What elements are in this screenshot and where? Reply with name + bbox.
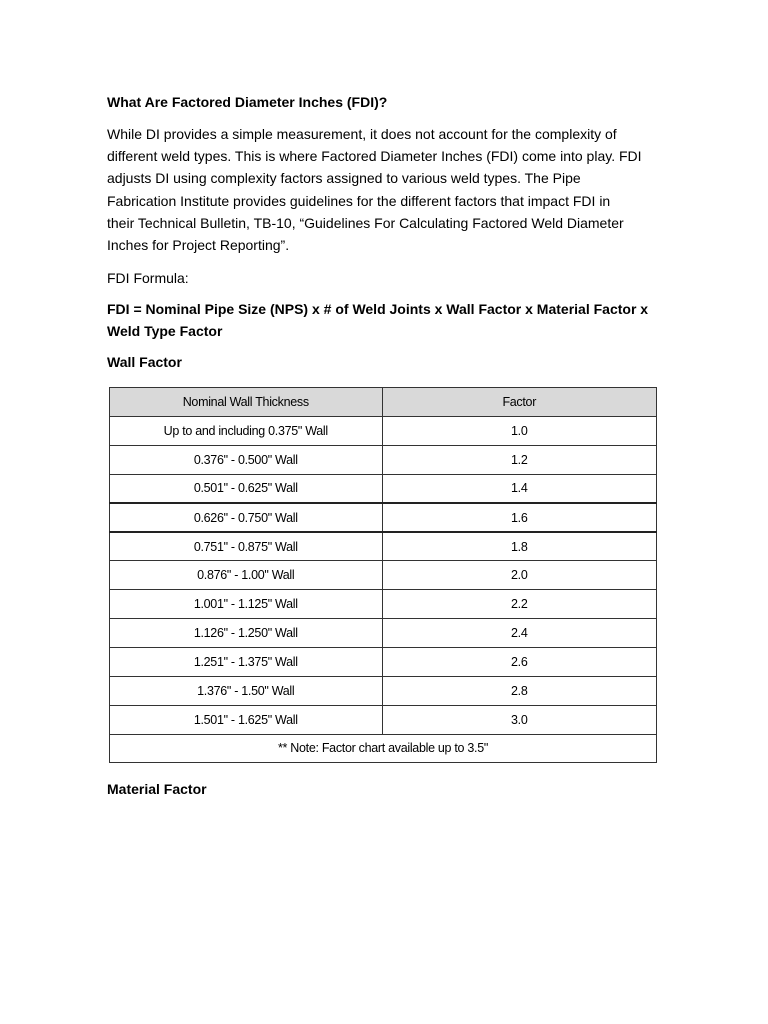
- wall-factor-heading: Wall Factor: [107, 354, 182, 371]
- paragraph-line: While DI provides a simple measurement, it does not account for the complexity of: [107, 126, 617, 142]
- paragraph-line: different weld types. This is where Factored Diameter Inches (FDI) come into play. FDI: [107, 148, 642, 165]
- wall-thickness-cell: 0.501" - 0.625" Wall: [110, 474, 383, 503]
- wall-thickness-cell: 1.001" - 1.125" Wall: [110, 590, 383, 619]
- factor-cell: 2.2: [382, 590, 656, 619]
- paragraph-line: their Technical Bulletin, TB-10, “Guidelines For Calculating Factored Weld Diameter: [107, 214, 624, 231]
- factor-cell: 1.0: [382, 416, 656, 445]
- table-row: [110, 503, 657, 532]
- paragraph-line: adjusts DI using complexity factors assigned to various weld types. The Pipe: [107, 170, 581, 187]
- header-factor: Factor: [382, 388, 656, 417]
- table-row: [110, 474, 657, 503]
- table-note: ** Note: Factor chart available up to 3.5": [110, 734, 657, 762]
- factor-cell: 2.0: [382, 561, 656, 590]
- wall-thickness-cell: 1.126" - 1.250" Wall: [110, 619, 383, 648]
- table-row: [110, 705, 657, 734]
- table-row: [110, 532, 657, 561]
- section-heading: What Are Factored Diameter Inches (FDI)?: [107, 94, 388, 110]
- table-row: [110, 648, 657, 677]
- table-row: [110, 676, 657, 705]
- factor-cell: 3.0: [382, 705, 656, 734]
- paragraph-line: Fabrication Institute provides guidelines for the different factors that impact FDI in: [107, 192, 611, 209]
- fdi-formula: [107, 299, 663, 342]
- table-row: [110, 590, 657, 619]
- material-factor-heading: Material Factor: [107, 781, 207, 797]
- wall-thickness-cell: 0.376" - 0.500" Wall: [110, 445, 383, 474]
- factor-cell: 1.2: [382, 445, 656, 474]
- wall-factor-table: [109, 387, 657, 763]
- header-nominal-wall-thickness: Nominal Wall Thickness: [110, 388, 383, 417]
- formula-label: FDI Formula:: [107, 270, 189, 287]
- formula-line: FDI = Nominal Pipe Size (NPS) x # of Weld Joints x Wall Factor x Material Factor x: [107, 301, 649, 318]
- wall-thickness-cell: 1.501" - 1.625" Wall: [110, 705, 383, 734]
- wall-thickness-cell: 1.251" - 1.375" Wall: [110, 648, 383, 677]
- table-row: [110, 619, 657, 648]
- wall-thickness-cell: 0.751" - 0.875" Wall: [110, 532, 383, 561]
- formula-line: Weld Type Factor: [107, 322, 223, 339]
- wall-thickness-cell: 0.626" - 0.750" Wall: [110, 503, 383, 532]
- paragraph-line: Inches for Project Reporting”.: [107, 237, 290, 254]
- factor-cell: 1.4: [382, 474, 656, 503]
- table-row: [110, 416, 657, 445]
- factor-cell: 2.4: [382, 619, 656, 648]
- intro-paragraph: [107, 123, 663, 256]
- wall-thickness-cell: 1.376" - 1.50" Wall: [110, 676, 383, 705]
- factor-cell: 1.8: [382, 532, 656, 561]
- table-note-row: [110, 734, 657, 762]
- factor-cell: 2.8: [382, 676, 656, 705]
- table-header-row: [110, 388, 657, 417]
- factor-cell: 1.6: [382, 503, 656, 532]
- wall-thickness-cell: 0.876" - 1.00" Wall: [110, 561, 383, 590]
- table-row: [110, 445, 657, 474]
- document-body: [107, 92, 663, 372]
- table-row: [110, 561, 657, 590]
- factor-cell: 2.6: [382, 648, 656, 677]
- wall-thickness-cell: Up to and including 0.375" Wall: [110, 416, 383, 445]
